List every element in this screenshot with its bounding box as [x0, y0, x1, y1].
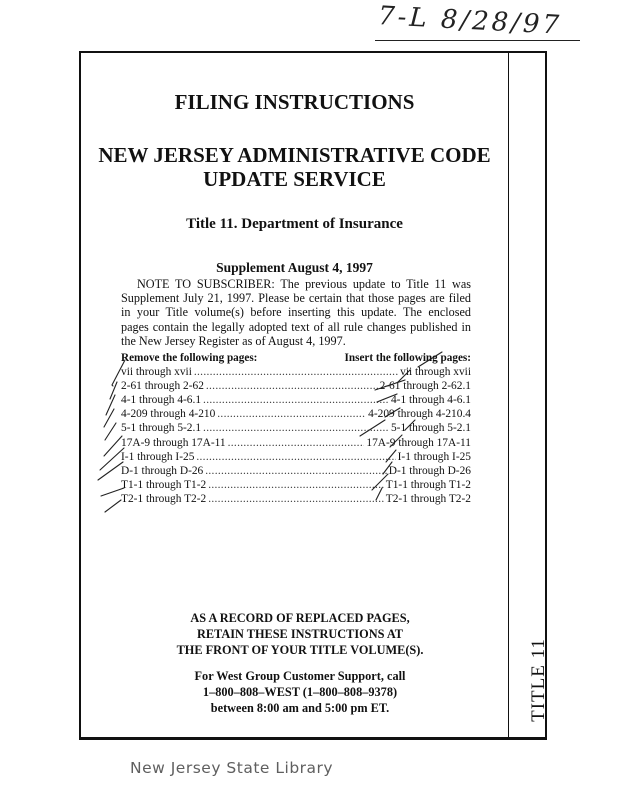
remove-pages: T2-1 through T2-2 [121, 492, 207, 505]
title-line: Title 11. Department of Insurance [186, 216, 403, 232]
frame-bottom-rule [79, 739, 547, 740]
handwritten-date-note: 7-L 8/28/97 [377, 1, 563, 41]
remove-header: Remove the following pages: [121, 352, 258, 364]
remove-pages: D-1 through D-26 [121, 464, 204, 477]
support-hours: between 8:00 am and 5:00 pm ET. [210, 701, 390, 715]
code-name [81, 143, 508, 191]
page-row [121, 478, 471, 492]
insert-pages: 4-209 through 4-210.4 [368, 408, 471, 421]
page-row [121, 436, 471, 450]
customer-support [150, 668, 450, 716]
remove-pages: T1-1 through T1-2 [121, 478, 207, 491]
insert-pages: 5-1 through 5-2.1 [390, 422, 471, 435]
page-row [121, 407, 471, 421]
insert-pages: 4-1 through 4-6.1 [390, 394, 471, 407]
title-tab-label: TITLE 11 [528, 638, 550, 722]
insert-pages: vii through xvii [400, 366, 471, 379]
page-row [121, 492, 471, 506]
page-row [121, 421, 471, 435]
remove-pages: 2-61 through 2-62 [121, 380, 204, 393]
insert-pages: T2-1 through T2-2 [385, 492, 471, 505]
page-row [121, 379, 471, 393]
tab-divider [508, 51, 509, 737]
code-name-line: NEW JERSEY ADMINISTRATIVE CODE [98, 143, 491, 167]
insert-pages: 17A-9 through 17A-11 [366, 436, 471, 449]
insert-header: Insert the following pages: [344, 352, 471, 364]
record-line: AS A RECORD OF REPLACED PAGES, [190, 611, 410, 625]
record-line: THE FRONT OF YOUR TITLE VOLUME(S). [176, 643, 424, 657]
remove-pages: 4-1 through 4-6.1 [121, 394, 202, 407]
remove-pages: 5-1 through 5-2.1 [121, 422, 202, 435]
page-row [121, 365, 471, 379]
insert-pages: I-1 through I-25 [397, 450, 471, 463]
page-row [121, 393, 471, 407]
page-row [121, 464, 471, 478]
support-phone: 1–800–808–WEST (1–800–808–9378) [202, 685, 398, 699]
subscriber-note-text: NOTE TO SUBSCRIBER: The previous update to Title 11 was Supplement July 21, 1997. Please be certain that those pages are filed in your Title volume(s) before inserting this update. The enclosed pages contain the legally adopted text of all rule changes published in the New Jersey Register as of August 4, 1997. [121, 277, 471, 348]
pages-header [121, 351, 471, 365]
code-name-line: UPDATE SERVICE [203, 167, 386, 191]
page-row [121, 450, 471, 464]
remove-pages: vii through xvii [121, 366, 192, 379]
handwritten-underline [375, 40, 580, 41]
insert-pages: 2-61 through 2-62.1 [379, 380, 471, 393]
remove-pages: I-1 through I-25 [121, 450, 195, 463]
library-stamp: New Jersey State Library [130, 759, 334, 777]
record-notice [150, 610, 450, 658]
record-line: RETAIN THESE INSTRUCTIONS AT [196, 627, 404, 641]
supplement-date: Supplement August 4, 1997 [216, 260, 373, 275]
remove-pages: 4-209 through 4-210 [121, 408, 216, 421]
page-instructions [121, 351, 471, 506]
remove-pages: 17A-9 through 17A-11 [121, 436, 226, 449]
page-title: FILING INSTRUCTIONS [174, 90, 415, 114]
insert-pages: D-1 through D-26 [388, 464, 471, 477]
title-tab [527, 640, 551, 720]
subscriber-note [121, 277, 471, 348]
support-line: For West Group Customer Support, call [194, 669, 406, 683]
insert-pages: T1-1 through T1-2 [385, 478, 471, 491]
